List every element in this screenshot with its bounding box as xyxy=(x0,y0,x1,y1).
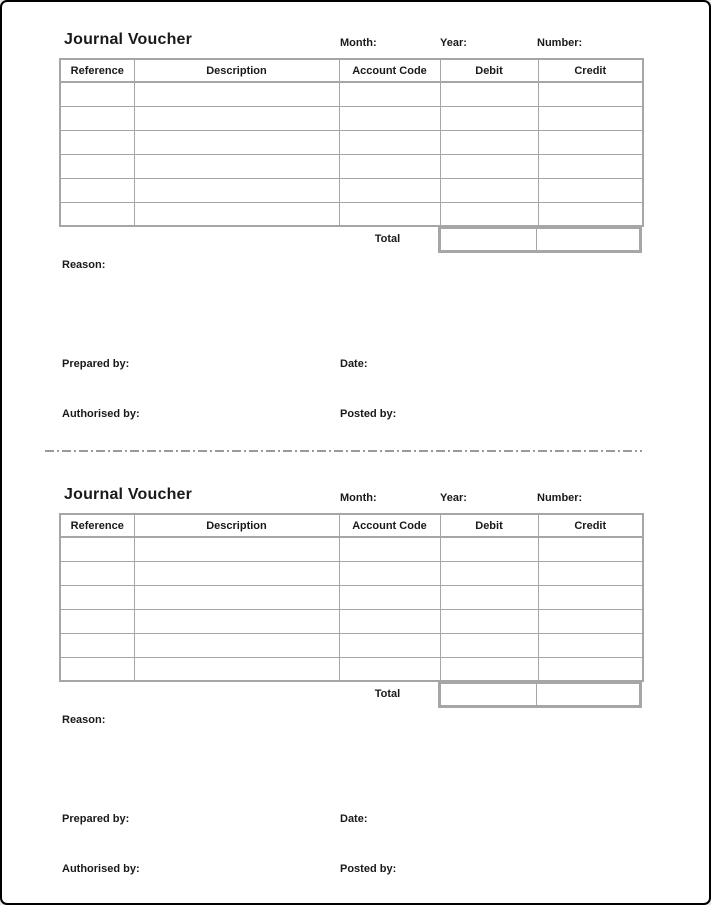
entry-cell[interactable] xyxy=(134,633,339,657)
total-debit-cell[interactable] xyxy=(441,229,537,250)
entry-cell[interactable] xyxy=(339,202,440,226)
entry-cell[interactable] xyxy=(440,130,538,154)
table-header-row xyxy=(60,514,643,537)
entry-cell[interactable] xyxy=(60,657,134,681)
entry-row xyxy=(60,609,643,633)
entry-row xyxy=(60,154,643,178)
reason-row xyxy=(59,714,652,726)
column-header-debit: Debit xyxy=(440,514,538,537)
entry-cell[interactable] xyxy=(60,154,134,178)
entry-cell[interactable] xyxy=(134,609,339,633)
entry-cell[interactable] xyxy=(339,106,440,130)
prepared-date-row xyxy=(59,813,652,825)
prepared-date-row xyxy=(59,358,652,370)
entry-cell[interactable] xyxy=(60,82,134,106)
column-header-account-code: Account Code xyxy=(339,59,440,82)
total-label: Total xyxy=(374,233,401,245)
entry-cell[interactable] xyxy=(538,561,643,585)
column-header-credit: Credit xyxy=(538,514,643,537)
entry-cell[interactable] xyxy=(60,609,134,633)
total-row xyxy=(59,226,652,253)
year-label: Year: xyxy=(440,492,467,504)
voucher-title: Journal Voucher xyxy=(64,486,193,503)
entry-cell[interactable] xyxy=(339,585,440,609)
entry-cell[interactable] xyxy=(339,154,440,178)
entry-cell[interactable] xyxy=(440,106,538,130)
column-header-description: Description xyxy=(134,59,339,82)
entry-cell[interactable] xyxy=(60,561,134,585)
authorised-posted-row xyxy=(59,863,652,875)
entry-cell[interactable] xyxy=(60,585,134,609)
total-box xyxy=(438,226,642,253)
entry-cell[interactable] xyxy=(339,633,440,657)
journal-voucher-top xyxy=(2,31,709,420)
total-label: Total xyxy=(374,688,401,700)
entry-cell[interactable] xyxy=(60,130,134,154)
entry-cell[interactable] xyxy=(134,154,339,178)
entry-cell[interactable] xyxy=(60,202,134,226)
entry-cell[interactable] xyxy=(538,657,643,681)
column-header-description: Description xyxy=(134,514,339,537)
entry-cell[interactable] xyxy=(538,609,643,633)
posted-by-label: Posted by: xyxy=(340,408,397,420)
voucher-title: Journal Voucher xyxy=(64,31,193,48)
entry-cell[interactable] xyxy=(440,609,538,633)
total-row xyxy=(59,681,652,708)
column-header-reference: Reference xyxy=(60,59,134,82)
entry-row xyxy=(60,202,643,226)
entry-cell[interactable] xyxy=(134,130,339,154)
authorised-by-label: Authorised by: xyxy=(62,863,140,875)
reason-label: Reason: xyxy=(62,259,106,271)
entry-cell[interactable] xyxy=(538,106,643,130)
entry-cell[interactable] xyxy=(440,178,538,202)
month-label: Month: xyxy=(340,37,377,49)
date-label: Date: xyxy=(340,813,368,825)
entries-table xyxy=(59,58,644,227)
entry-cell[interactable] xyxy=(440,537,538,561)
entry-row xyxy=(60,537,643,561)
date-label: Date: xyxy=(340,358,368,370)
entry-cell[interactable] xyxy=(134,178,339,202)
entries-table xyxy=(59,513,644,682)
entry-row xyxy=(60,106,643,130)
entry-cell[interactable] xyxy=(339,561,440,585)
entry-cell[interactable] xyxy=(134,657,339,681)
entry-row xyxy=(60,633,643,657)
posted-by-label: Posted by: xyxy=(340,863,397,875)
entry-cell[interactable] xyxy=(538,82,643,106)
entry-cell[interactable] xyxy=(339,657,440,681)
column-header-reference: Reference xyxy=(60,514,134,537)
entry-row xyxy=(60,561,643,585)
entry-cell[interactable] xyxy=(440,633,538,657)
entry-cell[interactable] xyxy=(339,537,440,561)
entry-cell[interactable] xyxy=(440,657,538,681)
entry-cell[interactable] xyxy=(134,585,339,609)
entry-cell[interactable] xyxy=(339,178,440,202)
entry-row xyxy=(60,657,643,681)
year-label: Year: xyxy=(440,37,467,49)
entry-cell[interactable] xyxy=(538,537,643,561)
entry-cell[interactable] xyxy=(339,82,440,106)
total-credit-cell[interactable] xyxy=(537,684,639,705)
entry-row xyxy=(60,585,643,609)
entry-row xyxy=(60,178,643,202)
number-label: Number: xyxy=(537,492,583,504)
entry-cell[interactable] xyxy=(538,178,643,202)
tear-divider xyxy=(45,450,642,452)
entry-cell[interactable] xyxy=(60,178,134,202)
entry-cell[interactable] xyxy=(60,106,134,130)
reason-row xyxy=(59,259,652,271)
entry-cell[interactable] xyxy=(60,537,134,561)
entry-cell[interactable] xyxy=(538,154,643,178)
month-label: Month: xyxy=(340,492,377,504)
number-label: Number: xyxy=(537,37,583,49)
prepared-by-label: Prepared by: xyxy=(62,813,130,825)
entry-cell[interactable] xyxy=(134,106,339,130)
entry-cell[interactable] xyxy=(538,633,643,657)
entry-cell[interactable] xyxy=(538,585,643,609)
entry-cell[interactable] xyxy=(134,202,339,226)
journal-voucher-bottom xyxy=(2,486,709,875)
entry-cell[interactable] xyxy=(60,633,134,657)
table-header-row xyxy=(60,59,643,82)
authorised-by-label: Authorised by: xyxy=(62,408,140,420)
entry-cell[interactable] xyxy=(440,202,538,226)
entry-cell[interactable] xyxy=(134,82,339,106)
voucher-header-row xyxy=(59,486,652,513)
authorised-posted-row xyxy=(59,408,652,420)
entry-cell[interactable] xyxy=(440,561,538,585)
entry-cell[interactable] xyxy=(440,585,538,609)
total-box xyxy=(438,681,642,708)
reason-label: Reason: xyxy=(62,714,106,726)
entry-cell[interactable] xyxy=(339,130,440,154)
entry-cell[interactable] xyxy=(134,561,339,585)
prepared-by-label: Prepared by: xyxy=(62,358,130,370)
column-header-credit: Credit xyxy=(538,59,643,82)
entry-cell[interactable] xyxy=(134,537,339,561)
entry-cell[interactable] xyxy=(339,609,440,633)
total-credit-cell[interactable] xyxy=(537,229,639,250)
column-header-account-code: Account Code xyxy=(339,514,440,537)
voucher-header-row xyxy=(59,31,652,58)
total-debit-cell[interactable] xyxy=(441,684,537,705)
entry-row xyxy=(60,130,643,154)
column-header-debit: Debit xyxy=(440,59,538,82)
entry-cell[interactable] xyxy=(440,154,538,178)
entry-cell[interactable] xyxy=(440,82,538,106)
entry-cell[interactable] xyxy=(538,130,643,154)
entry-cell[interactable] xyxy=(538,202,643,226)
entry-row xyxy=(60,82,643,106)
